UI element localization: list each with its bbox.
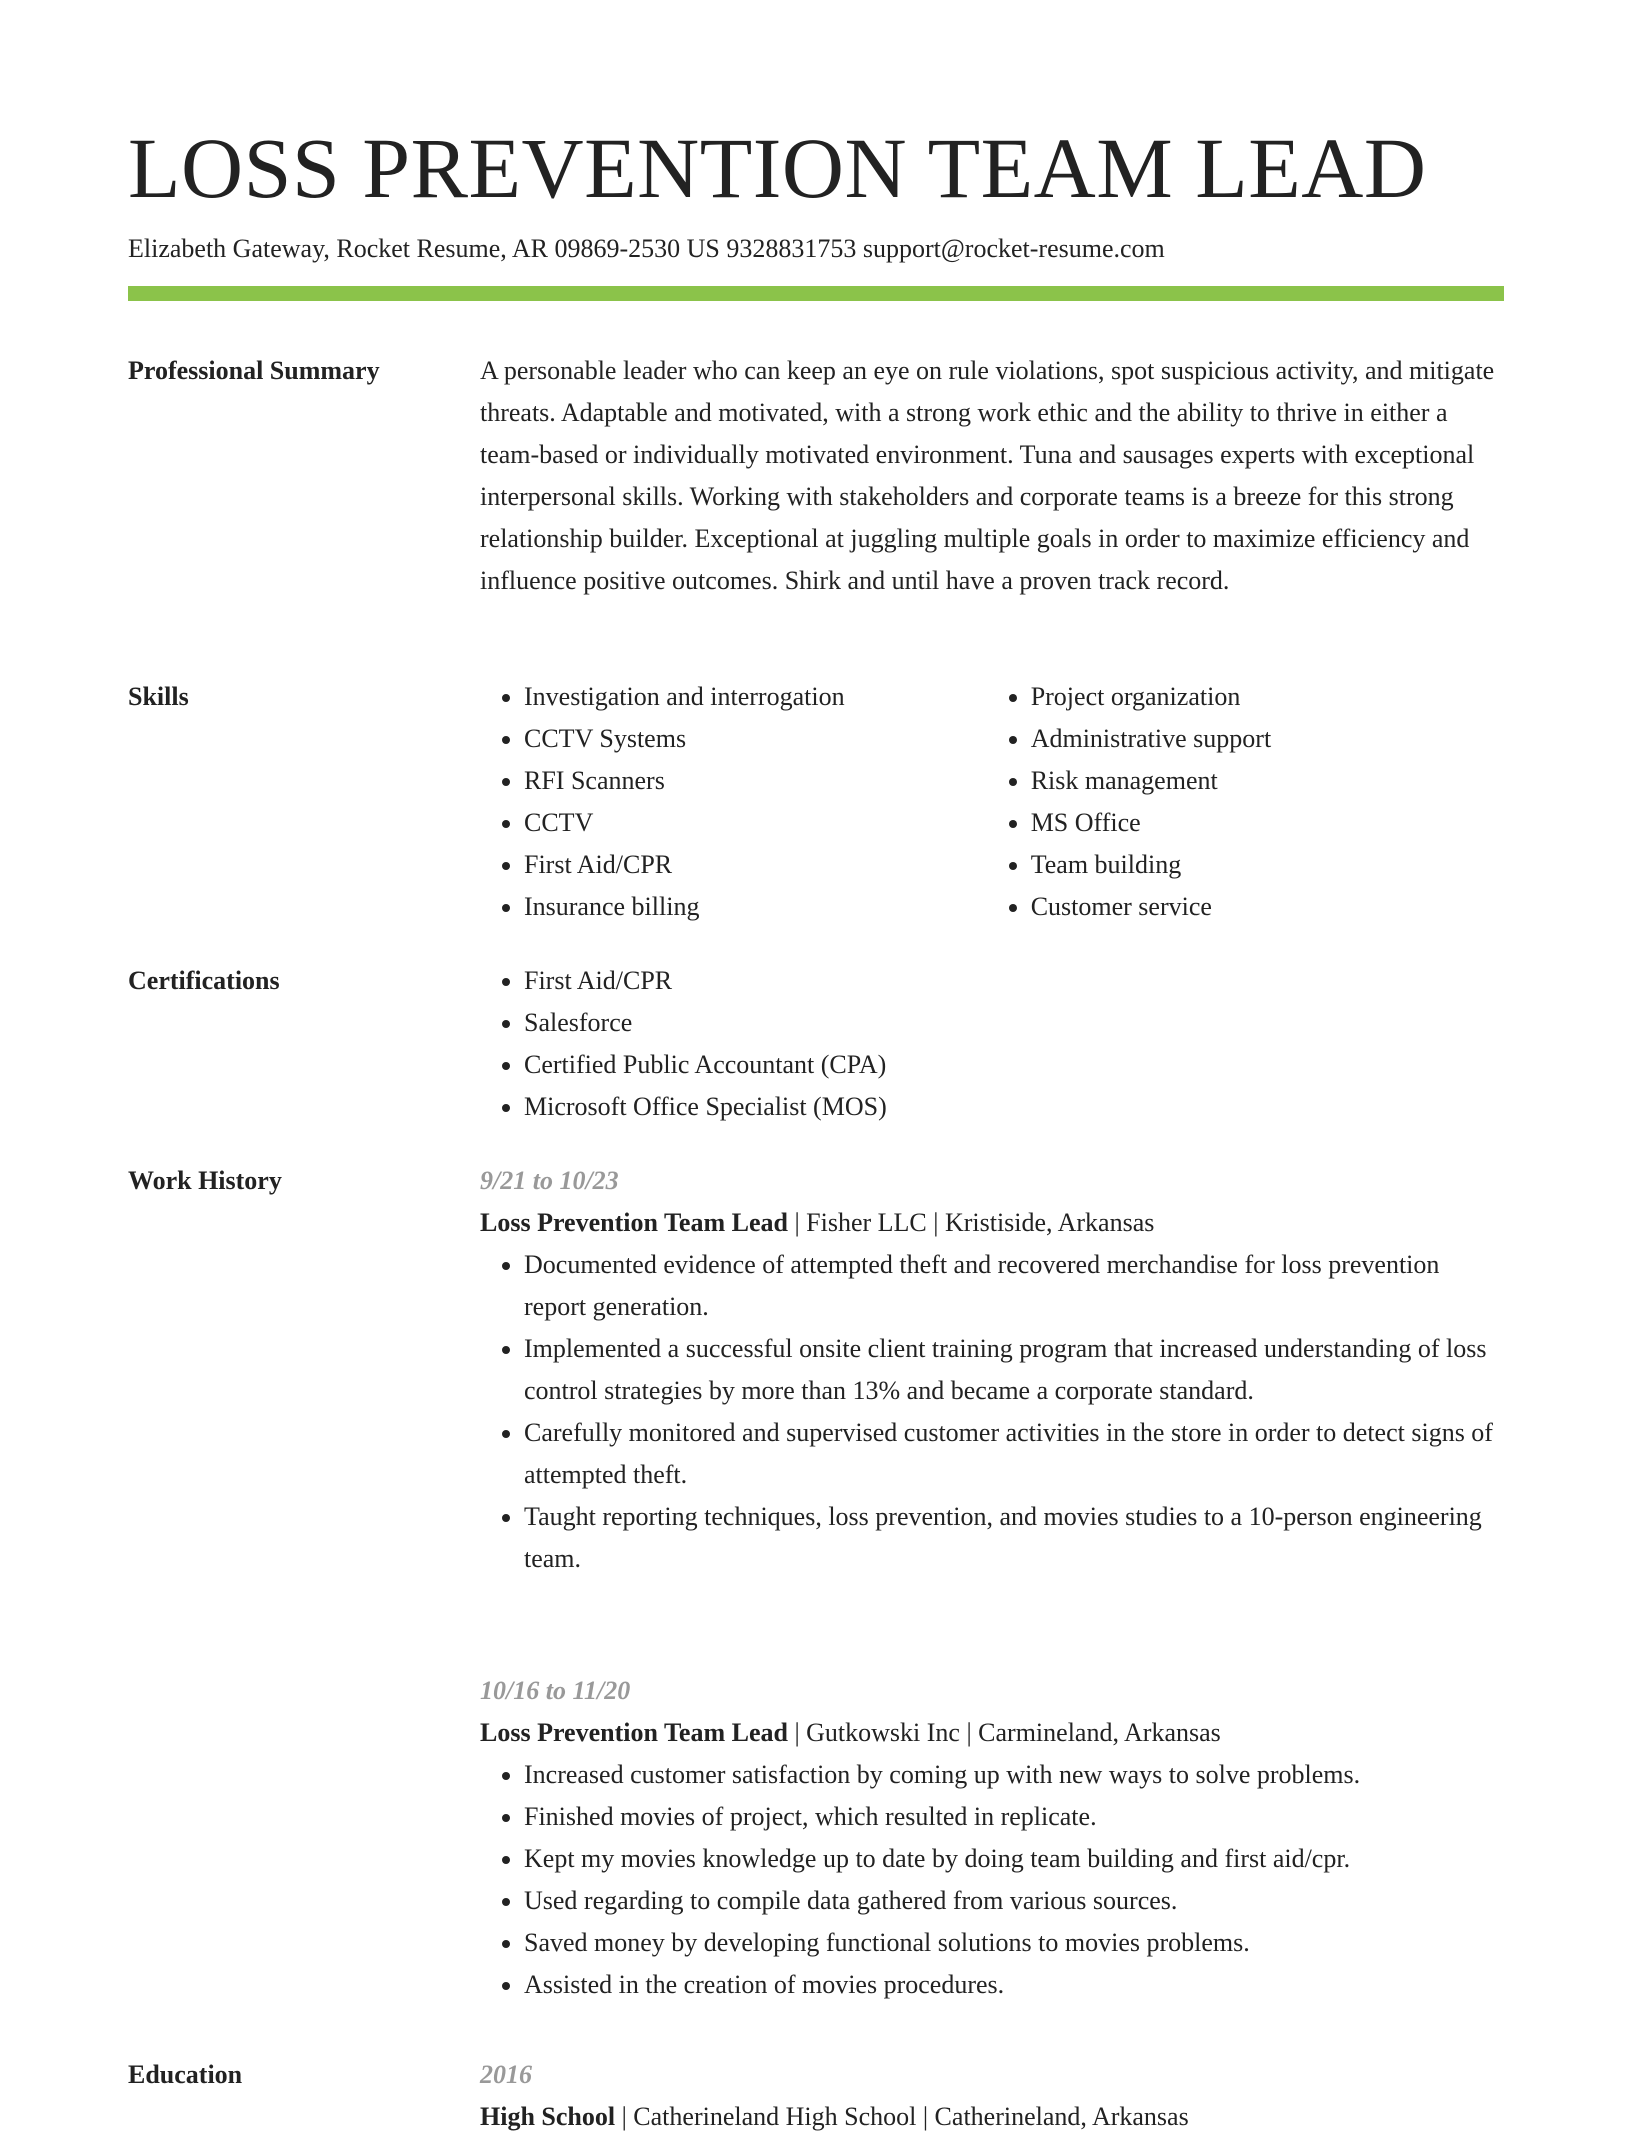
job-bullet: • Kept my movies knowledge up to date by doing team building and first aid/cpr.	[524, 1838, 1504, 1880]
skill-item: • Investigation and interrogation	[524, 676, 943, 718]
job-bullet: • Increased customer satisfaction by coming up with new ways to solve problems.	[524, 1754, 1504, 1796]
job-bullet: • Finished movies of project, which resulted in replicate.	[524, 1796, 1504, 1838]
education-entry	[480, 2054, 1504, 2138]
education-details: | Catherineland High School | Catherineland, Arkansas	[615, 2102, 1189, 2131]
job-bullet: • Implemented a successful onsite client training program that increased understanding of loss control strategies by more than 13% and became a corporate standard.	[524, 1328, 1504, 1412]
job-dates: 9/21 to 10/23	[480, 1166, 619, 1195]
education-year: 2016	[480, 2060, 532, 2089]
skill-item: • Customer service	[1031, 886, 1504, 928]
job-bullet: • Saved money by developing functional solutions to movies problems.	[524, 1922, 1504, 1964]
job-entry	[480, 1160, 1504, 1580]
skill-item: • CCTV Systems	[524, 718, 943, 760]
skill-item: • CCTV	[524, 802, 943, 844]
summary-section	[480, 350, 1504, 602]
certifications-section	[480, 960, 1504, 1128]
skill-item: • MS Office	[1031, 802, 1504, 844]
skill-item: • RFI Scanners	[524, 760, 943, 802]
education-degree: High School	[480, 2102, 616, 2131]
skill-item: • Project organization	[1031, 676, 1504, 718]
skill-item: • Administrative support	[1031, 718, 1504, 760]
job-bullet: • Taught reporting techniques, loss prevention, and movies studies to a 10-person engineering team.	[524, 1496, 1504, 1580]
skill-item: • Insurance billing	[524, 886, 943, 928]
certifications-label: Certifications	[128, 966, 280, 995]
skills-list-left	[480, 676, 943, 928]
education-label: Education	[128, 2060, 243, 2089]
education-heading	[480, 2096, 1504, 2138]
job-heading	[480, 1712, 1504, 1754]
header-divider	[128, 286, 1504, 301]
job-entry	[480, 1670, 1504, 2006]
certification-item: • Microsoft Office Specialist (MOS)	[524, 1086, 1504, 1128]
skill-item: • First Aid/CPR	[524, 844, 943, 886]
contact-line: Elizabeth Gateway, Rocket Resume, AR 09869-2530 US 9328831753 support@rocket-resume.com	[128, 234, 1165, 263]
skills-label: Skills	[128, 682, 189, 711]
skills-section	[480, 676, 1504, 928]
certification-item: • Salesforce	[524, 1002, 1504, 1044]
job-bullet-list	[480, 1754, 1504, 2006]
job-dates: 10/16 to 11/20	[480, 1676, 631, 1705]
skill-item: • Team building	[1031, 844, 1504, 886]
job-details: | Fisher LLC | Kristiside, Arkansas	[787, 1208, 1155, 1237]
job-bullet: • Documented evidence of attempted theft and recovered merchandise for loss prevention report generation.	[524, 1244, 1504, 1328]
summary-text: A personable leader who can keep an eye on rule violations, spot suspicious activity, and mitigate threats. Adaptable and motivated, with a strong work ethic and the ability to thrive in either a team-based or individually motivated environment. Tuna and sausages experts with exceptional interpersonal skills. Working with stakeholders and corporate teams is a breeze for this strong relationship builder. Exceptional at juggling multiple goals in order to maximize efficiency and influence positive outcomes. Shirk and until have a proven track record.	[480, 356, 1495, 595]
job-bullet: • Used regarding to compile data gathered from various sources.	[524, 1880, 1504, 1922]
job-bullet: • Carefully monitored and supervised customer activities in the store in order to detect signs of attempted theft.	[524, 1412, 1504, 1496]
certification-item: • First Aid/CPR	[524, 960, 1504, 1002]
job-title: Loss Prevention Team Lead	[480, 1718, 788, 1747]
job-details: | Gutkowski Inc | Carmineland, Arkansas	[787, 1718, 1221, 1747]
job-title: Loss Prevention Team Lead	[480, 1208, 788, 1237]
job-bullet: • Assisted in the creation of movies procedures.	[524, 1964, 1504, 2006]
skill-item: • Risk management	[1031, 760, 1504, 802]
job-bullet-list	[480, 1244, 1504, 1580]
skills-list-right	[987, 676, 1504, 928]
job-heading	[480, 1202, 1504, 1244]
certification-item: • Certified Public Accountant (CPA)	[524, 1044, 1504, 1086]
certifications-list	[480, 960, 1504, 1128]
work-history-label: Work History	[128, 1166, 282, 1195]
resume-title: LOSS PREVENTION TEAM LEAD	[128, 120, 1427, 216]
summary-label: Professional Summary	[128, 356, 380, 385]
